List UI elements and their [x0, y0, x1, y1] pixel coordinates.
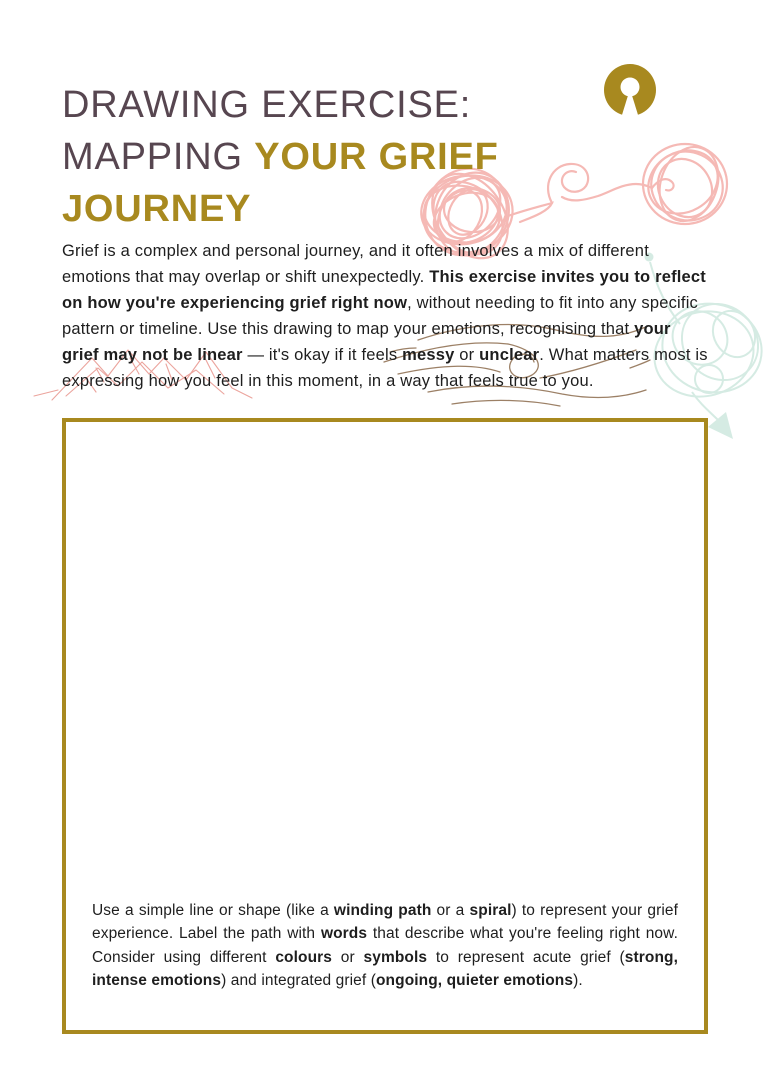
drawing-area[interactable]: [62, 418, 708, 1034]
intro-paragraph: Grief is a complex and personal journey, and it often involves a mix of different emotions that may overlap or shift unexpectedly. This exercise invites you to reflect on how you're experiencing grief right now, without needing to fit into any specific pattern or timeline. Use this drawing to map your emotions, recognising that your grief may not be linear — it's okay if it feels messy or unclear. What matters most is expressing how you feel in this moment, in a way that feels true to you.: [62, 241, 708, 390]
page-title: DRAWING EXERCISE: MAPPING YOUR GRIEF JOURNEY: [62, 84, 499, 231]
drawing-instructions: Use a simple line or shape (like a winding path or a spiral) to represent your grief experience. Label the path with words that describe what you're feeling right now. Consider using different colours or symbols to represent acute grief (strong, intense emotions) and integrated grief (ongoing, quieter emotions).: [92, 901, 679, 989]
